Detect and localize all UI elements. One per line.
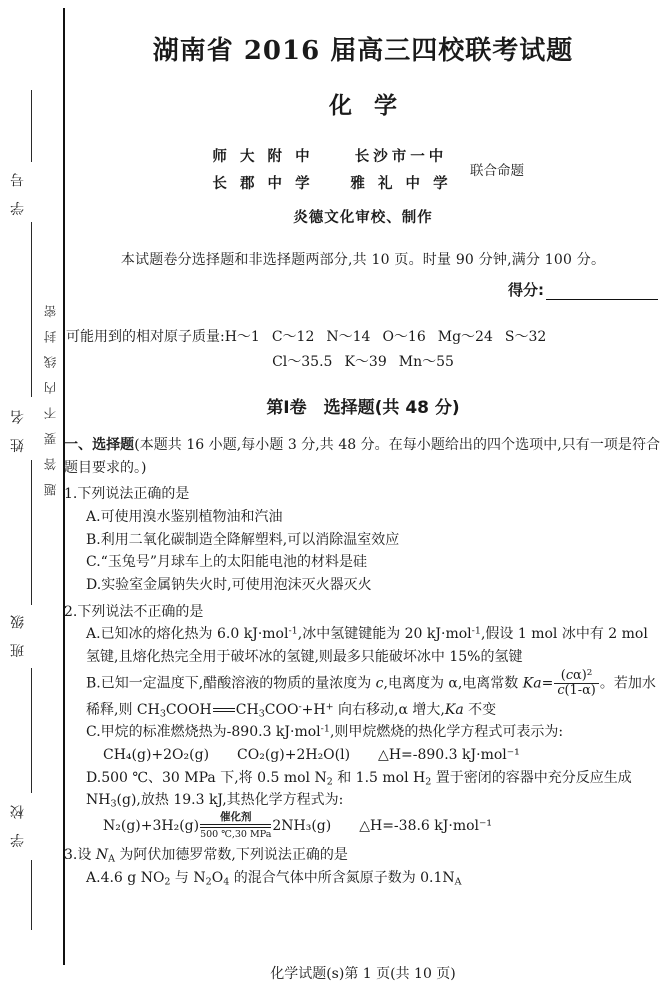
margin-label-class: 班 级 (10, 610, 26, 658)
fraction-numerator (554, 669, 599, 683)
option-label: A. (86, 626, 101, 643)
section-header: 第Ⅰ卷 选择题(共 48 分) (266, 398, 460, 418)
constant-ka: Ka (522, 675, 542, 692)
exponent: -1 (471, 626, 481, 638)
school-name: 雅 礼 中 学 (350, 176, 452, 192)
section-instruction (64, 434, 662, 479)
option-text-part: 已知冰的熔化热为 6.0 kJ·mol (100, 626, 289, 643)
question-stem-part: 设 (77, 847, 96, 864)
option-label: D. (86, 577, 102, 594)
condition-label: 500 ℃,30 MPa (200, 829, 272, 841)
option-text-part: 向右移动,α 增大, (333, 701, 445, 718)
exam-paper-sheet (64, 0, 662, 995)
option-text-part: 的混合气体中所含氮原子数为 0.1N (229, 869, 455, 886)
exponent: -1 (320, 724, 330, 736)
option-text-part: +H (301, 701, 326, 718)
exponent: 2 (586, 667, 593, 678)
margin-label-student-id: 学 号 (10, 168, 26, 216)
option-text-part: 500 ℃、30 MPa 下,将 0.5 mol N (101, 769, 327, 786)
subscript: 2 (205, 876, 212, 888)
option-text-part: 置于密闭的容器中充分反应生成 NH (86, 769, 632, 809)
subject-title: 化学 (329, 93, 419, 119)
subscript: 2 (425, 776, 432, 788)
option-label: A. (86, 869, 101, 886)
option-text-part: 和 1.5 mol H (332, 769, 426, 786)
subscript: 2 (326, 776, 333, 788)
question-number: 1. (64, 486, 78, 503)
school-name: 长沙市一中 (354, 149, 448, 165)
paper-format-note: 本试题卷分选择题和非选择题两部分,共 10 页。时量 90 分钟,满分 100 分。 (120, 252, 606, 268)
subscript: 2 (164, 876, 171, 888)
question-3 (64, 844, 662, 890)
atomic-mass-line-2 (64, 351, 662, 371)
option-label: B. (86, 531, 101, 548)
option-label: B. (86, 675, 101, 692)
option-text-part: ,冰中氢键键能为 20 kJ·mol (297, 626, 472, 643)
option-text-part: ,电离度为 α,电离常数 (383, 675, 523, 692)
question-1 (64, 483, 662, 596)
atomic-mass-item: Cl～35.5 (272, 354, 333, 370)
option-d[interactable] (64, 767, 662, 841)
exponent: -1 (288, 626, 298, 638)
avogadro-symbol: N (95, 847, 109, 864)
equation-right-side: 2NH₃(g) △H=-38.6 kJ·mol⁻¹ (272, 818, 493, 835)
atomic-mass-item: C～12 (271, 329, 315, 345)
catalyst-label: 催化剂 (219, 811, 252, 824)
option-text-part: 4.6 g NO (100, 869, 165, 886)
question-number: 3. (64, 847, 78, 864)
school-name: 师 大 附 中 (212, 149, 314, 165)
left-margin-seal-area (0, 0, 64, 995)
producer-label: 炎德文化审校、制作 (293, 210, 433, 226)
option-text-part: 已知一定温度下,醋酸溶液的物质的量浓度为 (100, 675, 376, 692)
joint-authorship-label: 联合命题 (470, 163, 524, 179)
school-name: 长 郡 中 学 (212, 176, 314, 192)
option-label: C. (86, 724, 101, 741)
ka-fraction (554, 669, 599, 699)
constant-ka: Ka (444, 701, 464, 718)
one-minus-alpha: (1-α) (564, 683, 596, 699)
variable-c: c (557, 683, 565, 699)
atomic-mass-item: Mn～55 (398, 354, 454, 370)
variable-c: c (565, 667, 574, 683)
option-b[interactable] (64, 529, 662, 552)
margin-rule-segment (31, 90, 32, 162)
instruction-body: (本题共 16 小题,每小题 3 分,共 48 分。在每小题给出的四个选项中,只有一项是符合题目要求的。) (64, 437, 660, 476)
equation-left-side: N₂(g)+3H₂(g) (103, 818, 200, 835)
option-text-part: 与 N (170, 869, 206, 886)
option-a[interactable] (64, 506, 662, 529)
atomic-mass-item: N～14 (326, 329, 371, 345)
option-label: A. (86, 509, 101, 526)
fraction-denominator (554, 683, 599, 698)
margin-rule-segment (31, 860, 32, 930)
option-text: “玉兔号”月球车上的太阳能电池的材料是硅 (100, 554, 367, 571)
question-stem (64, 844, 662, 867)
option-text: 可使用溴水鉴别植物油和汽油 (100, 509, 283, 526)
atomic-mass-item: H～1 (224, 329, 260, 345)
charge-sign: + (325, 701, 334, 713)
option-a[interactable] (64, 867, 662, 890)
option-text-part: 。若加水稀释,则 CH (86, 675, 656, 718)
score-blank-line[interactable] (546, 284, 658, 300)
subscript: A (108, 853, 115, 865)
option-c[interactable] (64, 721, 662, 766)
atomic-mass-line-1 (64, 326, 662, 346)
subscript: 3 (110, 798, 117, 810)
paren-open: ( (560, 667, 566, 683)
option-d[interactable] (64, 574, 662, 597)
atomic-mass-item: Mg～24 (437, 329, 493, 345)
option-b[interactable] (64, 669, 662, 722)
ammonia-synthesis-equation (86, 812, 662, 840)
page-title: 湖南省 2016 届高三四校联考试题 (152, 36, 574, 66)
option-a[interactable] (64, 623, 662, 668)
option-text-part: CH (235, 701, 259, 718)
atomic-mass-item: S～32 (504, 329, 547, 345)
option-text-part: COOH (165, 701, 212, 718)
equals-sign: = (541, 675, 554, 692)
question-stem (64, 601, 662, 624)
margin-label-school: 学 校 (10, 800, 26, 848)
option-text-part: 不变 (463, 701, 497, 718)
margin-rule-segment (31, 222, 32, 397)
arrow-bar (200, 823, 271, 830)
option-text-part: COO (264, 701, 299, 718)
atomic-mass-item: O～16 (382, 329, 426, 345)
option-text-part: 甲烷的标准燃烧热为-890.3 kJ·mol (100, 724, 321, 741)
margin-rule-segment (31, 668, 32, 793)
question-stem-part: 为阿伏加德罗常数,下列说法正确的是 (114, 847, 348, 864)
atomic-mass-prefix: 可能用到的相对原子质量: (66, 329, 225, 345)
score-label: 得分: (508, 281, 544, 299)
subscript: 3 (159, 707, 166, 719)
question-stem (64, 483, 662, 506)
thermochemical-equation: CH₄(g)+2O₂(g) CO₂(g)+2H₂O(l) △H=-890.3 kJ·mol⁻¹ (103, 746, 520, 763)
question-stem-text: 下列说法不正确的是 (77, 603, 204, 620)
seal-line-notice: 题答要不内线封密 (43, 292, 58, 496)
variable-c: c (375, 675, 384, 692)
alpha-paren: α) (573, 667, 587, 683)
option-text-part: ,则甲烷燃烧的热化学方程式可表示为: (329, 724, 564, 741)
atomic-mass-note (64, 326, 662, 371)
option-text-part: (g),放热 19.3 kJ,其热化学方程式为: (116, 792, 344, 809)
subscript: A (454, 876, 462, 888)
subscript: 3 (258, 707, 265, 719)
option-text-part: ,假设 1 mol 冰中有 2 mol 氢键,且熔化热完全用于破坏冰的氢键,则最多只能破坏冰中 15%的氢键 (86, 626, 648, 666)
question-stem-text: 下列说法正确的是 (77, 486, 190, 503)
option-text: 实验室金属钠失火时,可使用泡沫灭火器灭火 (101, 577, 372, 594)
margin-label-name: 姓 名 (10, 405, 26, 453)
instruction-bold-lead: 一、选择题 (64, 437, 135, 453)
option-c[interactable] (64, 551, 662, 574)
option-text: 利用二氧化碳制造全降解塑料,可以消除温室效应 (100, 531, 400, 548)
subscript: 4 (223, 876, 230, 888)
schools-block (64, 145, 662, 193)
equilibrium-arrow-icon (212, 703, 236, 717)
score-row (64, 279, 662, 300)
reaction-condition-arrow-icon (200, 812, 271, 840)
margin-rule-segment (31, 460, 32, 605)
option-label: C. (86, 554, 101, 571)
schools-grid (202, 145, 458, 193)
charge-sign: - (298, 701, 302, 713)
option-label: D. (86, 769, 102, 786)
question-number: 2. (64, 603, 78, 620)
atomic-mass-item: K～39 (344, 354, 387, 370)
question-2 (64, 601, 662, 841)
option-text-part: O (211, 869, 224, 886)
page-footer: 化学试题(s)第 1 页(共 10 页) (270, 966, 456, 982)
